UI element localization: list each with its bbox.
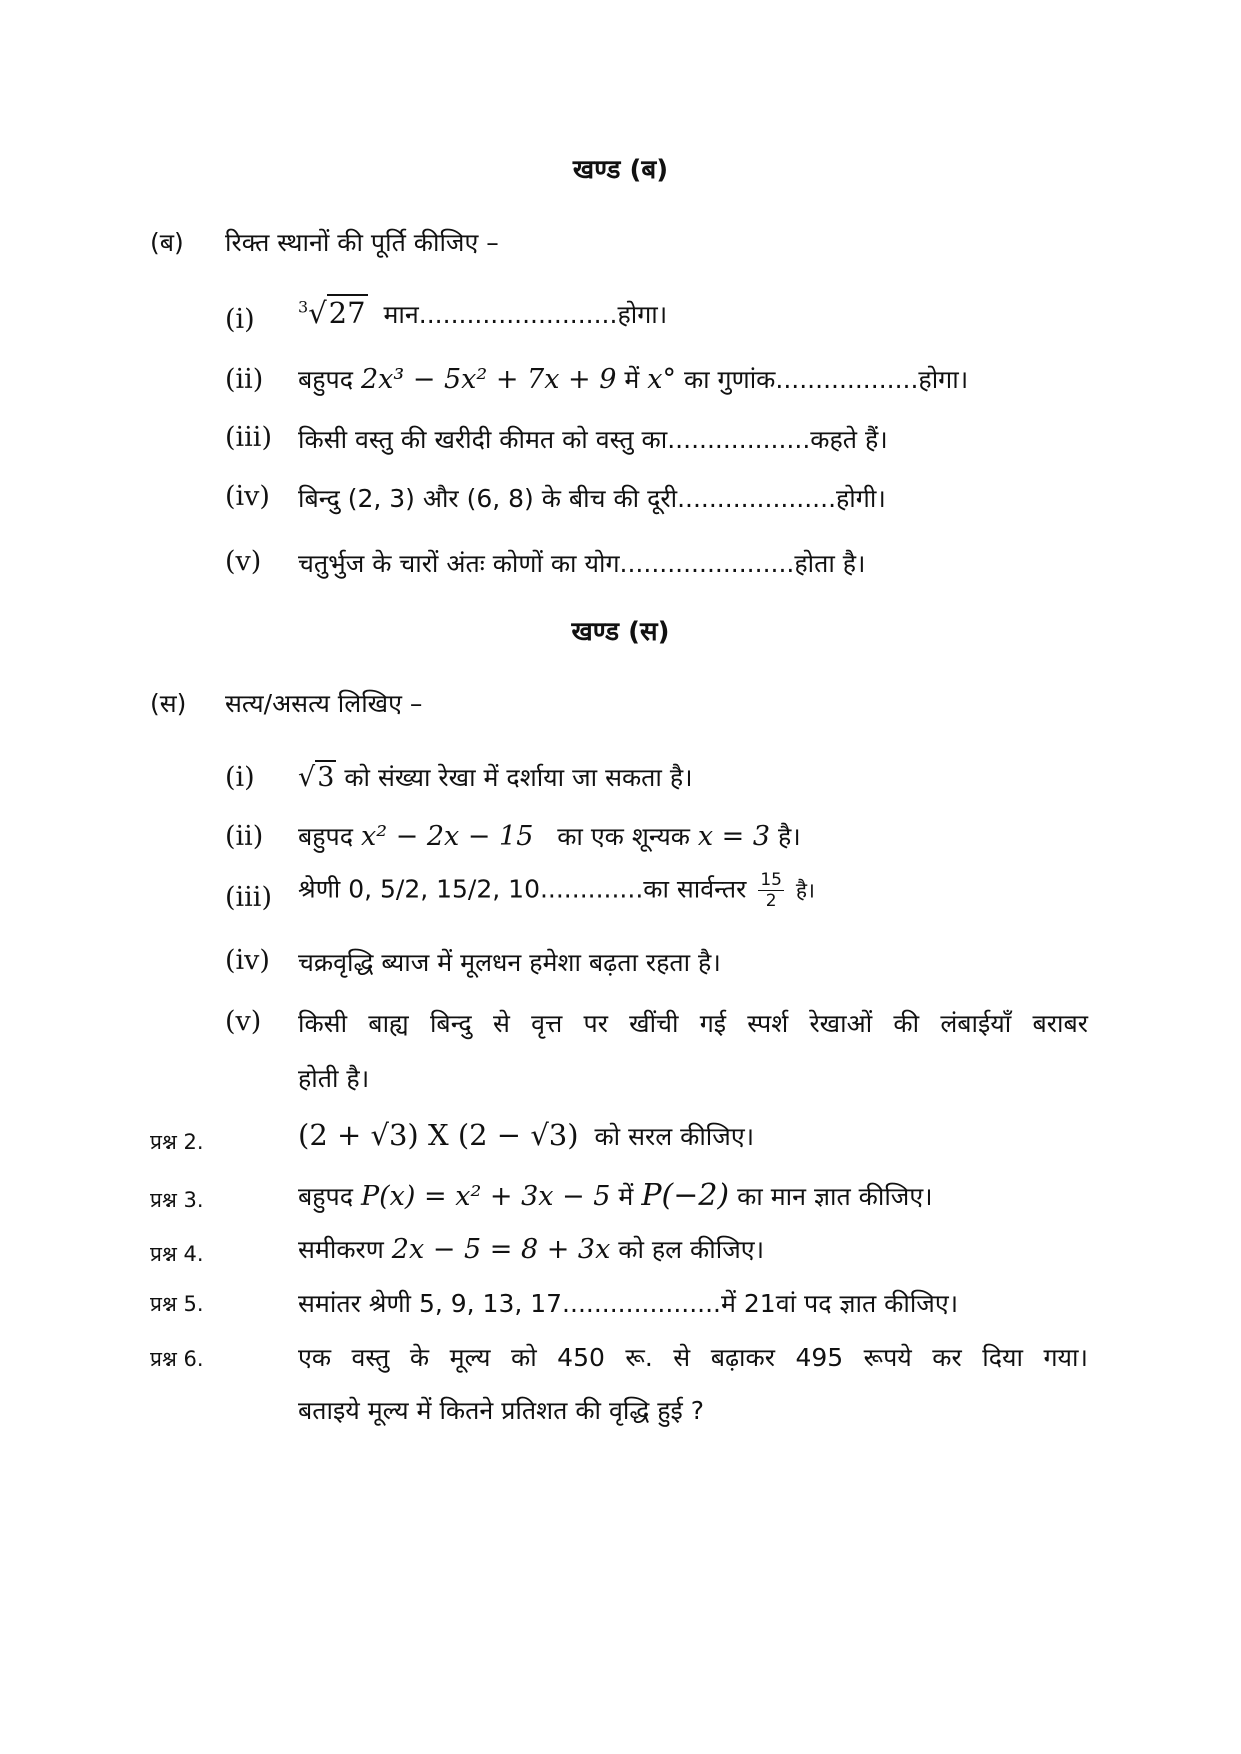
question-4: समीकरण 2x − 5 = 8 + 3x को हल कीजिए।: [298, 1234, 765, 1265]
b-item-2: बहुपद 2x³ − 5x² + 7x + 9 में x° का गुणांक..................होगा।: [298, 364, 969, 395]
c-item-5-number: (v): [225, 1006, 262, 1037]
question-6-line-1: एक वस्तु के मूल्य को 450 रू. से बढ़ाकर 495 रूपये कर दिया गया।: [298, 1343, 1088, 1372]
b-item-3: किसी वस्तु की खरीदी कीमत को वस्तु का..................कहते हैं।: [298, 425, 888, 454]
polynomial-expression: 2x³ − 5x² + 7x + 9: [360, 364, 617, 395]
section-b-heading: खण्ड (ब): [572, 155, 669, 185]
math-expression: 2x − 5 = 8 + 3x: [391, 1234, 611, 1265]
question-6-line-2: बताइये मूल्य में कितने प्रतिशत की वृद्धि हुई ?: [298, 1396, 705, 1425]
math-expression: P(x) = x² + 3x − 5: [360, 1181, 611, 1212]
math-expression: (2 + √3) X (2 − √3): [298, 1118, 579, 1152]
question-3: बहुपद P(x) = x² + 3x − 5 में P(−2) का मान ज्ञात कीजिए।: [298, 1178, 933, 1213]
question-5: समांतर श्रेणी 5, 9, 13, 17....................में 21वां पद ज्ञात कीजिए।: [298, 1289, 959, 1318]
c-item-5-line-1: किसी बाह्य बिन्दु से वृत्त पर खींची गई स्पर्श रेखाओं की लंबाईयाँ बराबर: [298, 1009, 1088, 1038]
b-item-5: चतुर्भुज के चारों अंतः कोणों का योग......................होता है।: [298, 549, 866, 578]
question-2-label: प्रश्न 2.: [150, 1130, 204, 1154]
b-item-2-number: (ii): [225, 364, 264, 395]
question-6-label: प्रश्न 6.: [150, 1347, 204, 1371]
section-b-instruction: रिक्त स्थानों की पूर्ति कीजिए –: [225, 228, 499, 257]
section-c-instruction: सत्य/असत्य लिखिए –: [225, 689, 423, 718]
section-c-heading: खण्ड (स): [571, 617, 670, 647]
c-item-2-number: (ii): [225, 821, 264, 852]
c-item-4-number: (iv): [225, 945, 270, 976]
b-item-5-number: (v): [225, 546, 262, 577]
c-item-1: √3 को संख्या रेखा में दर्शाया जा सकता है।: [298, 762, 693, 793]
b-item-3-number: (iii): [225, 422, 272, 453]
c-item-3-number: (iii): [225, 882, 272, 913]
question-2: (2 + √3) X (2 − √3) को सरल कीजिए।: [298, 1118, 755, 1152]
section-b-label: (ब): [150, 228, 184, 257]
question-4-label: प्रश्न 4.: [150, 1242, 204, 1266]
fraction: $\frac{15}{2}$: [760, 870, 782, 911]
b-item-4: बिन्दु (2, 3) और (6, 8) के बीच की दूरी....................होगी।: [298, 484, 886, 513]
question-3-label: प्रश्न 3.: [150, 1188, 204, 1212]
b-item-4-number: (iv): [225, 481, 270, 512]
c-item-4: चक्रवृद्धि ब्याज में मूलधन हमेशा बढ़ता रहता है।: [298, 948, 721, 977]
b-item-1: $^3$√27 मान.........................होगा।: [298, 296, 668, 330]
c-item-5-line-2: होती है।: [298, 1064, 370, 1093]
polynomial-expression: x² − 2x − 15: [360, 821, 534, 852]
cube-root-expression: $^3$√27: [298, 296, 366, 330]
sqrt-3-expression: √3: [298, 762, 335, 793]
c-item-1-number: (i): [225, 762, 255, 793]
section-c-label: (स): [150, 689, 187, 718]
c-item-2: बहुपद x² − 2x − 15 का एक शून्यक x = 3 है।: [298, 821, 801, 852]
c-item-3: श्रेणी 0, 5/2, 15/2, 10.............का सार्वन्तर $\frac{15}{2}$ है।: [298, 870, 816, 911]
b-item-1-number: (i): [225, 304, 255, 335]
question-5-label: प्रश्न 5.: [150, 1292, 204, 1316]
